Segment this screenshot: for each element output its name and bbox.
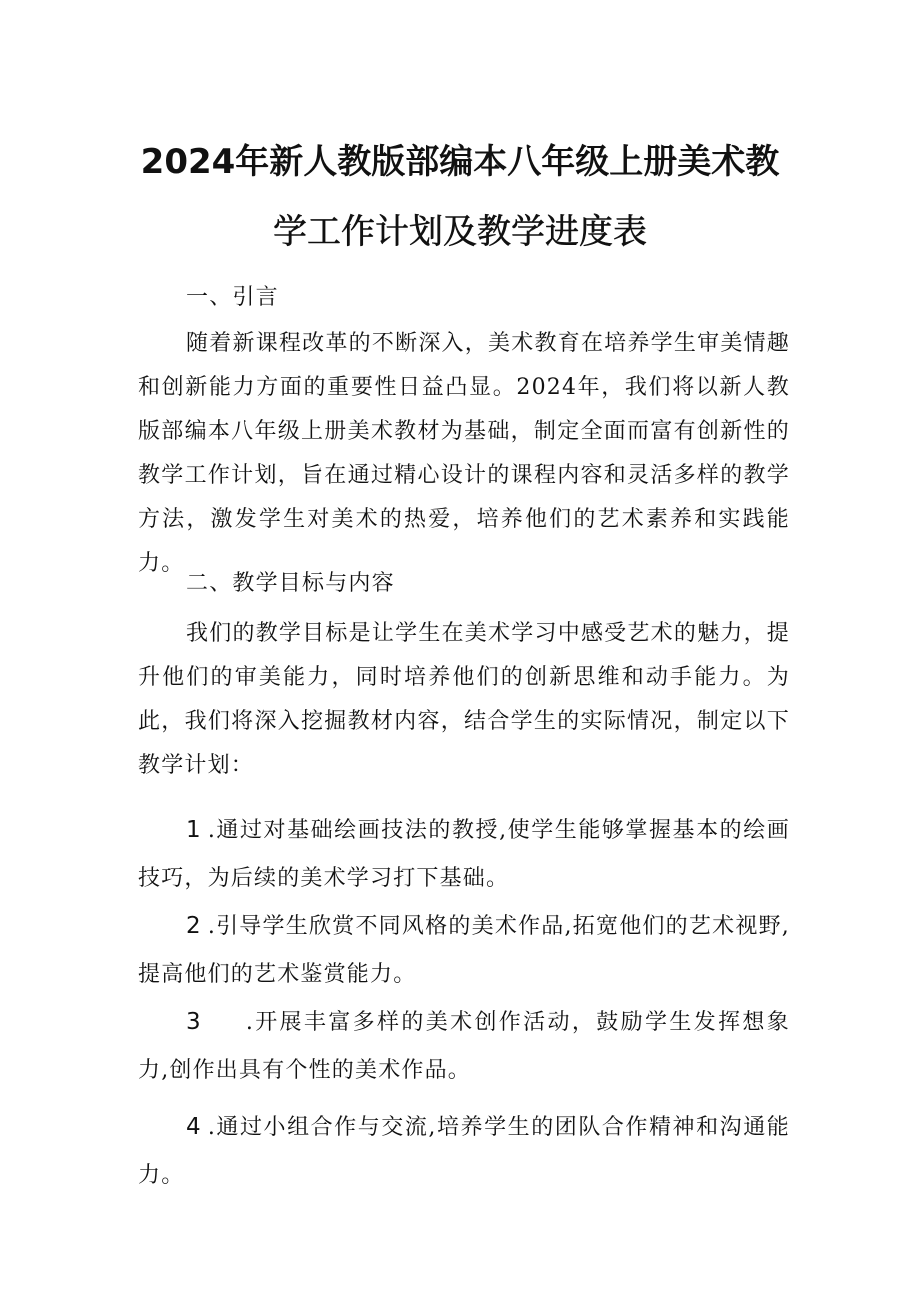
document-title-line-1: 2024年新人教版部编本八年级上册美术教 bbox=[140, 142, 780, 182]
list-item-number: 1 bbox=[186, 817, 202, 843]
list-item-text: .引导学生欣赏不同风格的美术作品,拓宽他们的艺术视野,提高他们的艺术鉴赏能力。 bbox=[138, 914, 790, 987]
list-item bbox=[138, 1103, 790, 1200]
document-title-line-2: 学工作计划及教学进度表 bbox=[273, 212, 647, 252]
list-item-number: 3 bbox=[186, 1009, 202, 1035]
list-item-number: 2 bbox=[186, 913, 202, 939]
list-item-text: .开展丰富多样的美术创作活动，鼓励学生发挥想象力,创作出具有个性的美术作品。 bbox=[138, 1010, 790, 1083]
list-item-number: 4 bbox=[186, 1114, 202, 1140]
list-item bbox=[138, 806, 790, 903]
section-2-heading: 二、教学目标与内容 bbox=[186, 571, 395, 596]
list-item-text: .通过小组合作与交流,培养学生的团队合作精神和沟通能力。 bbox=[138, 1115, 790, 1188]
section-1-paragraph: 随着新课程改革的不断深入，美术教育在培养学生审美情趣和创新能力方面的重要性日益凸显。2024年，我们将以新人教版部编本八年级上册美术教材为基础，制定全面而富有创新性的教学工作计划，旨在通过精心设计的课程内容和灵活多样的教学方法，激发学生对美术的热爱，培养他们的艺术素养和实践能力。 bbox=[138, 331, 790, 576]
section-1-heading: 一、引言 bbox=[186, 285, 279, 310]
list-item-text: .通过对基础绘画技法的教授,使学生能够掌握基本的绘画技巧，为后续的美术学习打下基础。 bbox=[138, 818, 790, 891]
section-2-paragraph: 我们的教学目标是让学生在美术学习中感受艺术的魅力，提升他们的审美能力，同时培养他们的创新思维和动手能力。为此，我们将深入挖掘教材内容，结合学生的实际情况，制定以下教学计划： bbox=[138, 621, 790, 778]
list-item bbox=[138, 902, 790, 999]
list-item bbox=[138, 998, 790, 1095]
